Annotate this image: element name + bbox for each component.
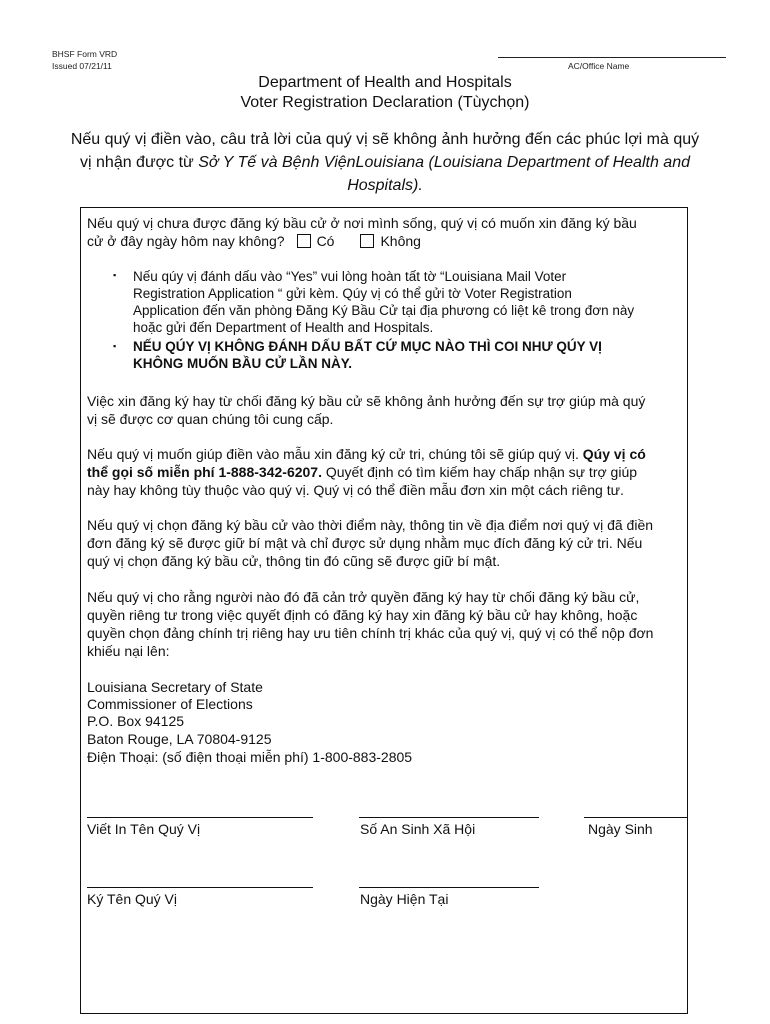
- para-3-line-1: Nếu quý vị chọn đăng ký bầu cử vào thời điểm này, thông tin về địa điểm nơi quý vị đã điền: [87, 517, 654, 533]
- print-name-label: Viết In Tên Quý Vị: [87, 821, 201, 837]
- office-name-line[interactable]: [498, 57, 726, 58]
- bullet-1-line-3: Application đến văn phòng Đăng Ký Bầu Cử tại địa phương có liệt kê trong đơn này: [133, 303, 635, 318]
- question-line-2-text: cử ở đây ngày hôm nay không?: [87, 233, 285, 249]
- form-id: BHSF Form VRD: [52, 49, 118, 59]
- page-title: Department of Health and Hospitals: [258, 74, 512, 91]
- print-name-line[interactable]: [87, 817, 313, 818]
- ssn-label: Số An Sinh Xã Hội: [360, 821, 476, 837]
- para-2-line-3: này hay không tùy thuộc vào quý vị. Quý vị có thể điền mẫu đơn xin một cách riêng tư.: [87, 482, 624, 498]
- para-3-line-2: đơn đăng ký sẽ được giữ bí mật và chỉ được sử dụng nhằm mục đích đăng ký cử tri. Nếu: [87, 535, 643, 551]
- yes-checkbox[interactable]: [297, 234, 311, 248]
- question-line-2: [87, 232, 421, 250]
- dob-line[interactable]: [584, 817, 688, 818]
- intro-agency-name: Sở Y Tế và Bệnh ViệnLouisiana: [198, 154, 425, 171]
- no-checkbox[interactable]: [360, 234, 374, 248]
- para-4-line-4: khiếu nại lên:: [87, 643, 170, 659]
- office-name-label: AC/Office Name: [568, 61, 630, 71]
- address-line-1: Louisiana Secretary of State: [87, 679, 263, 695]
- para-2-line-2: [87, 463, 637, 481]
- page-subtitle: Voter Registration Declaration (Tùychọn): [240, 94, 530, 111]
- intro-line-2: [40, 151, 730, 174]
- para-2-line-1-text: Nếu quý vị muốn giúp điền vào mẫu xin đăng ký cử tri, chúng tôi sẽ giúp quý vị.: [87, 446, 583, 462]
- no-label: Không: [380, 233, 421, 249]
- address-line-3: P.O. Box 94125: [87, 713, 185, 729]
- para-4-line-2: quyền riêng tư trong việc quyết định có đăng ký hay xin đăng ký bầu cử hay không, hoặc: [87, 607, 638, 623]
- toll-free-phone: thể gọi số miễn phí 1-888-342-6207.: [87, 464, 322, 480]
- bullet-1-line-2: Registration Application “ gửi kèm. Qúy vị có thể gửi tờ Voter Registration: [133, 286, 572, 301]
- current-date-line[interactable]: [359, 887, 539, 888]
- para-1-line-1: Việc xin đăng ký hay từ chối đăng ký bầu cử sẽ không ảnh hưởng đến sự trợ giúp mà quý: [87, 393, 646, 409]
- para-4-line-1: Nếu quý vị cho rằng người nào đó đã cản trở quyền đăng ký hay từ chối đăng ký bầu cử,: [87, 589, 640, 605]
- bullet-mark-1: ▪: [113, 270, 117, 280]
- yes-label: Có: [316, 233, 335, 249]
- current-date-label: Ngày Hiện Tại: [360, 891, 449, 907]
- bullet-1-line-4: hoặc gửi đến Department of Health and Hospitals.: [133, 320, 434, 335]
- para-4-line-3: quyền chọn đảng chính trị riêng hay ưu tiên chính trị khác của quý vị, quý vị có thể nộp đơn: [87, 625, 654, 641]
- bullet-2-line-1: NẾU QÚY VỊ KHÔNG ĐÁNH DẤU BẤT CỨ MỤC NÀO THÌ COI NHƯ QÚY VỊ: [133, 339, 602, 354]
- intro-line-1: Nếu quý vị điền vào, câu trả lời của quý vị sẽ không ảnh hưởng đến các phúc lợi mà quý: [70, 131, 700, 148]
- sign-name-label: Ký Tên Quý Vị: [87, 891, 178, 907]
- address-line-2: Commissioner of Elections: [87, 696, 253, 712]
- para-2-line-2-text: Quyết định có tìm kiếm hay chấp nhận sự trợ giúp: [321, 464, 638, 480]
- bullet-2-line-2: KHÔNG MUỐN BẦU CỬ LẦN NÀY.: [133, 356, 352, 371]
- intro-line-3: [40, 174, 730, 197]
- bullet-1-line-1: Nếu qúy vị đánh dấu vào “Yes” vui lòng hoàn tất tờ “Louisiana Mail Voter: [133, 269, 567, 284]
- sign-name-line[interactable]: [87, 887, 313, 888]
- bullet-mark-2: ▪: [113, 341, 117, 351]
- intro-line-3-text: Hospitals).: [347, 177, 423, 194]
- intro-agency-english: (Louisiana Department of Health and: [424, 154, 690, 171]
- question-line-1: Nếu quý vị chưa được đăng ký bầu cử ở nơi mình sống, quý vị có muốn xin đăng ký bầu: [87, 215, 637, 231]
- para-2-line-1: [87, 445, 646, 463]
- issued-date: Issued 07/21/11: [52, 61, 112, 71]
- dob-label: Ngày Sinh: [588, 821, 653, 837]
- address-line-4: Baton Rouge, LA 70804-9125: [87, 731, 272, 747]
- intro-line-2-prefix: vị nhận được từ: [80, 154, 199, 171]
- para-2-line-1-bold: Qúy vị có: [582, 446, 646, 462]
- para-1-line-2: vị sẽ được cơ quan chúng tôi cung cấp.: [87, 411, 334, 427]
- ssn-line[interactable]: [359, 817, 539, 818]
- address-phone: Điện Thoại: (số điện thoại miễn phí) 1-800-883-2805: [87, 749, 413, 765]
- para-3-line-3: quý vị chọn đăng ký bầu cử, thông tin đó cũng sẽ được giữ bí mật.: [87, 553, 501, 569]
